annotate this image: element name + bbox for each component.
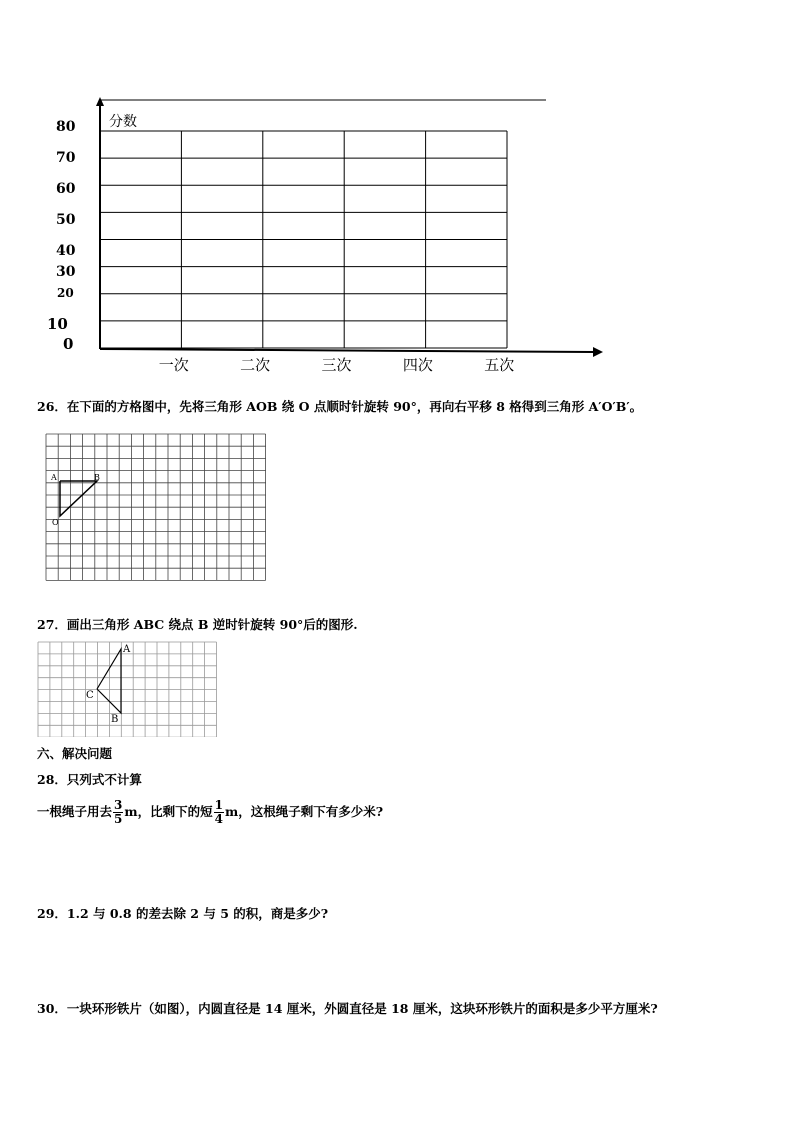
y-axis-title: 分数	[109, 114, 137, 130]
y-tick-label: 50	[56, 212, 76, 228]
question-28-problem	[37, 798, 383, 826]
triangle-aob	[60, 481, 97, 516]
fraction-3-5	[113, 799, 123, 826]
question-27-text: 27．画出三角形 ABC 绕点 B 逆时针旋转 90°后的图形.	[37, 617, 358, 632]
frac1-numerator: 3	[114, 798, 123, 812]
y-tick-label: 20	[57, 286, 74, 300]
x-category-labels	[159, 356, 515, 374]
x-axis	[100, 349, 594, 352]
x-axis-arrow	[593, 347, 603, 357]
chart-grid	[100, 131, 507, 348]
fraction-1-4	[214, 799, 224, 826]
frac2-denominator: 4	[214, 812, 223, 826]
label-b: B	[94, 473, 100, 482]
y-tick-label: 30	[56, 264, 76, 280]
q28-part3: m，这根绳子剩下有多少米?	[224, 804, 384, 819]
question-30-text: 30．一块环形铁片（如图），内圆直径是 14 厘米，外圆直径是 18 厘米，这块环形铁片的面积是多少平方厘米?	[37, 1001, 658, 1016]
y-tick-label: 60	[56, 181, 76, 197]
question-29-text: 29．1.2 与 0.8 的差去除 2 与 5 的积，商是多少?	[37, 906, 329, 921]
question-26-text: 26．在下面的方格图中，先将三角形 AOB 绕 O 点顺时针旋转 90°，再向右平移 8 格得到三角形 A′O′B′。	[37, 399, 643, 414]
y-tick-labels	[47, 119, 76, 353]
y-tick-label: 10	[47, 315, 68, 333]
x-category-label: 四次	[402, 356, 433, 374]
label-o: O	[52, 518, 59, 527]
x-category-label: 三次	[321, 356, 352, 374]
q26-grid-figure	[44, 432, 270, 590]
x-category-label: 一次	[158, 356, 189, 374]
label-a: A	[123, 644, 131, 655]
q27-grid	[38, 642, 217, 737]
q28-part2: m，比剩下的短	[124, 804, 213, 819]
frac1-denominator: 5	[114, 812, 123, 826]
section-heading: 六、解决问题	[37, 746, 113, 761]
label-a: A	[51, 473, 57, 482]
label-c: C	[86, 690, 94, 701]
label-b: B	[111, 714, 119, 725]
y-axis-arrow	[96, 97, 104, 106]
x-category-label: 二次	[240, 356, 271, 374]
y-tick-label: 40	[56, 243, 76, 259]
score-chart	[0, 0, 794, 400]
y-tick-label: 0	[63, 335, 74, 353]
q26-grid	[46, 434, 266, 580]
question-28-text: 28．只列式不计算	[37, 772, 142, 787]
x-category-label: 五次	[484, 356, 515, 374]
y-tick-label: 70	[56, 150, 76, 166]
y-tick-label: 80	[56, 119, 76, 135]
q27-grid-figure	[37, 641, 219, 737]
q28-part1: 一根绳子用去	[37, 804, 113, 819]
frac2-numerator: 1	[214, 798, 223, 812]
